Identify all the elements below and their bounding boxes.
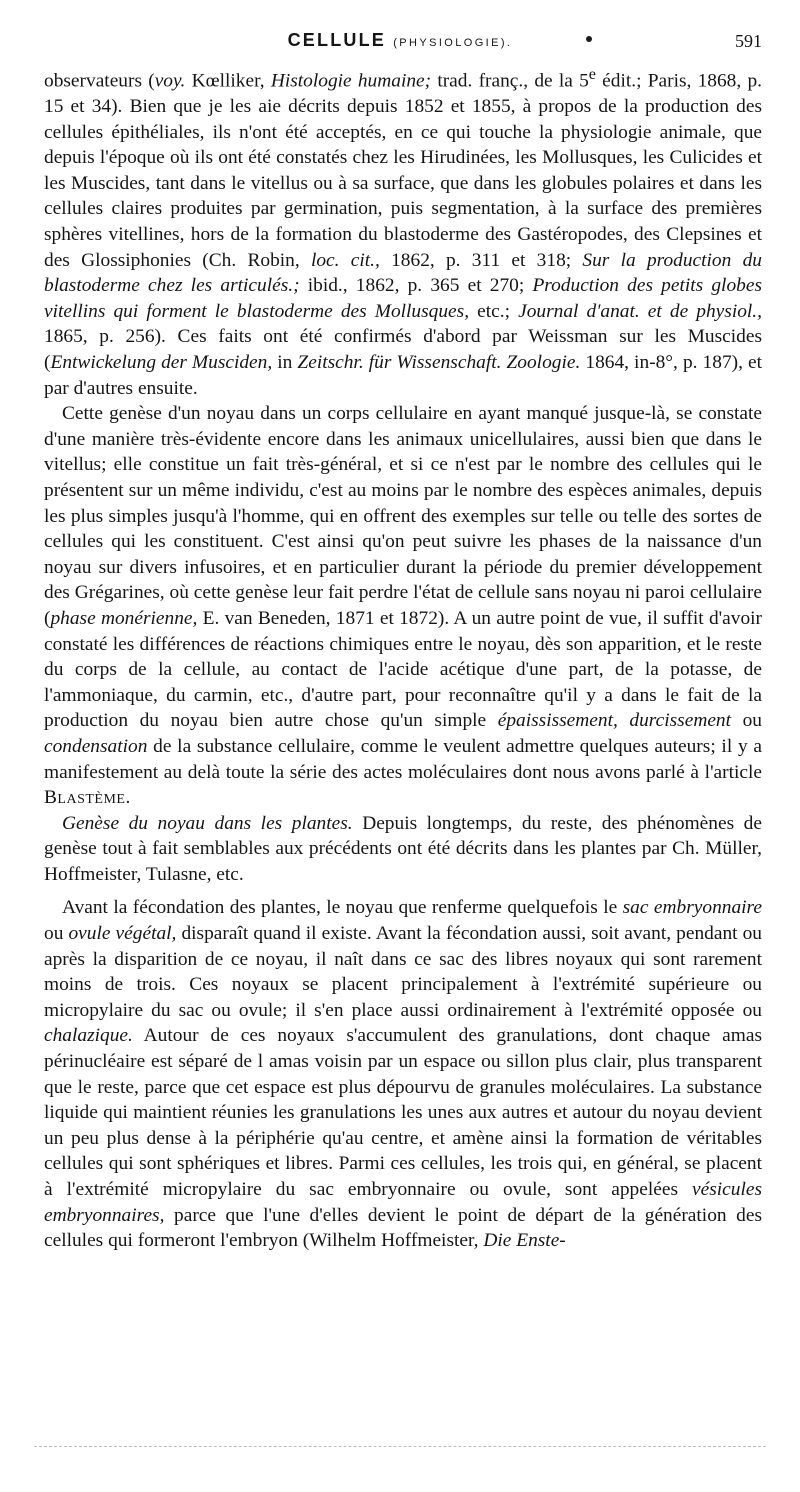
text-run: Cette genèse d'un noyau dans un corps cellulaire en ayant manqué jusque-là, se constate d'une manière très-évidente encore dans les animaux unicellulaires, aussi bien que dans le vitellus; elle constitue un fait très-général, et si ce n'est par le nombre des cellules qui le présentent sur un même individu, c'est au moins par le nombre des espèces animales, depuis les plus simples jusqu'à l'homme, qui en offrent des exemples sur telle ou telle des sortes de cellules qui les constituent. C'est ainsi qu'on peut suivre les phases de la naissance d'un noyau sur divers infusoires, et en particulier durant la période du premier développement des Grégarines, où cette genèse leur fait perdre l'état de cellule sans noyau ni paroi cellulaire ( [44,403,762,629]
italic-run: Journal d'anat. et de physiol., [518,300,762,322]
italic-run: phase monérienne, [50,607,198,629]
text-run: 1862, p. 311 et 318; [379,249,583,271]
text-run: ou [731,710,762,732]
text-run: Autour de ces noyaux s'accumulent des granulations, dont chaque amas périnucléaire est séparé de l amas voisin par un espace ou sillon plus clair, plus transparent que le reste, parce que cet espace est plus dépourvu de granules moléculaires. La substance liquide qui maintient réunies les granulations les unes aux autres et autour du noyau devient un peu plus dense à la périphérie qu'au centre, et amène ainsi la formation de véritables cellules qui sont sphériques et libres. Parmi ces cellules, les trois qui, en général, se placent à l'extrémité micropylaire du sac embryonnaire ou ovule, sont appelées [44,1025,762,1200]
italic-run: Zeitschr. für Wissenschaft. Zoologie. [297,352,581,373]
italic-run: Production des petits globes vitellins qui forment le blastoderme des Mollusques, [44,275,762,322]
text-run: Kœlliker, [185,70,271,92]
text-run: de la substance cellulaire, comme le veulent admettre quelques auteurs; il y a manifestement au delà toute la série des actes moléculaires dont nous avons parlé à l'article [44,735,762,783]
page-number: 591 [735,31,762,51]
italic-run: Histologie humaine; [270,70,432,92]
section-heading: Genèse du noyau dans les plantes. [62,812,353,834]
text-run: Depuis longtemps, du reste, des phénomènes de genèse tout à fait semblables aux précédents ont été décrits dans les plantes par Ch. Müller, Hoffmeister, Tulasne, etc. [44,812,762,885]
text-run: E. van Beneden, 1871 et 1872). A un autre point de vue, il suffit d'avoir constaté les différences de réactions chimiques entre le noyau, dès son apparition, et le reste du corps de la cellule, au contact de l'acide acétique d'une part, de la potasse, de l'ammoniaque, du carmin, etc., d'autre part, pour reconnaître qu'il y a dans le fait de la production du noyau bien autre chose qu'un simple [44,607,762,732]
header-subtitle: (PHYSIOLOGIE). [393,37,513,49]
italic-run: sac embryonnaire [622,897,762,919]
text-run: disparaît quand il existe. Avant la fécondation aussi, soit avant, pendant ou après la disparition de ce noyau, il naît dans ce sac des libres noyaux qui sont rarement moins de trois. Ces noyaux se placent principalement à l'extrémité supérieure ou micropylaire du sac ou ovule; il s'en place aussi ordinairement à l'extrémité opposée ou [44,923,762,1021]
italic-run: vésicules embryonnaires, [44,1179,762,1226]
paragraph-4 [44,895,762,1253]
body-text [44,62,762,1254]
paragraph-1 [44,62,762,401]
text-run: observateurs ( [44,70,155,92]
text-run: 1865, p. 256). Ces faits ont été confirmés d'abord par Weissman sur les Muscides ( [44,326,762,373]
italic-run: Sur la production du blastoderme chez les articulés.; [44,249,762,297]
italic-run: chalazique. [44,1025,133,1047]
italic-run: Entwickelung der Musciden, [50,352,273,373]
smallcaps-run: Blastème [44,787,126,809]
running-header [38,30,762,60]
text-run: ibid., 1862, p. 365 et 270; [299,275,533,297]
text-run: . [125,787,131,809]
superscript: e [588,66,596,83]
paragraph-2 [44,401,762,811]
ink-dot [586,36,592,42]
paragraph-3 [44,811,762,888]
text-run: ou [44,923,69,945]
italic-run: voy. [154,70,186,92]
paragraph-gap [44,887,762,895]
scan-artifact-line [34,1446,766,1447]
text-run: trad. franç., de la 5 [431,70,589,92]
italic-run: condensation [44,735,148,757]
text-run: édit.; Paris, 1868, p. 15 et 34). Bien que je les aie décrits depuis 1852 et 1855, à propos de la production des cellules épithéliales, ils n'ont été acceptés, en ce qui touche la physiologie animale, que depuis l'époque où ils ont été constatés chez les Hirudinées, les Mollusques, les Culicides et les Muscides, tant dans le vitellus ou à sa surface, que dans les globules polaires et dans les cellules claires produites par germination, puis segmentation, à la surface des premières sphères vitellines, hors de la formation du blastoderme des Gastéropodes, des Clepsines et des Glossiphonies (Ch. Robin, [44,70,762,271]
header-title [38,30,762,51]
text-run: Avant la fécondation des plantes, le noyau que renferme quelquefois le [62,897,623,919]
text-run: parce que l'une d'elles devient le point de départ de la génération des cellules qui formeront l'embryon (Wilhelm Hoffmeister, [44,1204,762,1252]
italic-run: loc. cit., [310,249,380,271]
italic-run: ovule végétal, [68,923,177,945]
header-title-main: CELLULE [287,30,386,50]
text-run: 1864, in-8°, p. 187), et par d'autres ensuite. [44,352,762,399]
italic-run: épaississement, durcissement [497,710,732,732]
text-run: in [272,352,298,373]
italic-run: Die Enste- [483,1230,566,1252]
text-run: etc.; [469,300,519,322]
